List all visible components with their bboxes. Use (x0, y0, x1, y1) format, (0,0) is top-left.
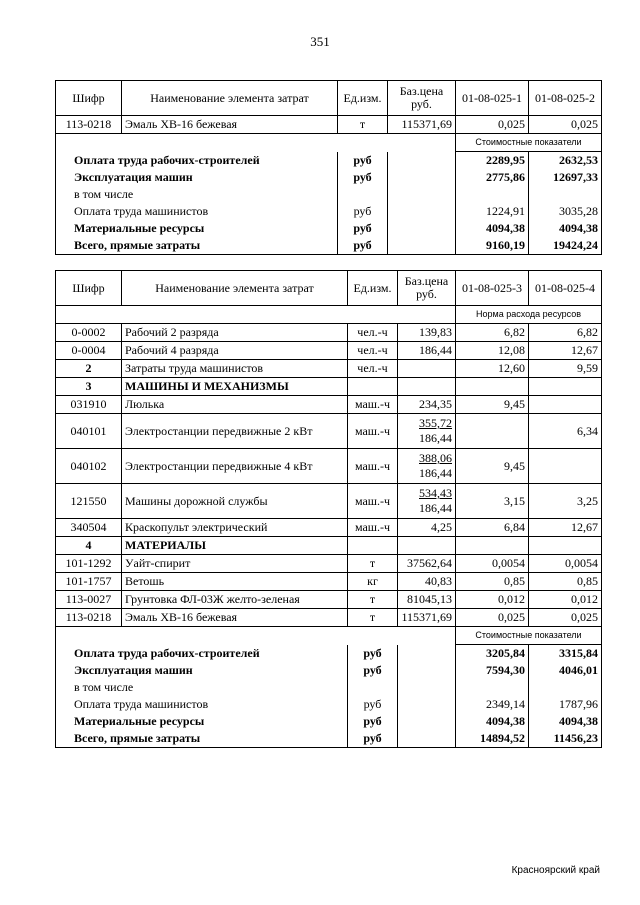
total-value-1: 2349,14 (456, 696, 529, 713)
total-row (56, 237, 602, 255)
section-label-row (56, 627, 602, 645)
total-name: Оплата труда машинистов (56, 203, 338, 220)
total-value-2 (529, 679, 602, 696)
header-col-2: 01-08-025-2 (529, 81, 602, 116)
row-price (398, 360, 456, 378)
total-name: Всего, прямые затраты (56, 730, 348, 748)
total-value-1 (456, 679, 529, 696)
total-name: в том числе (56, 679, 348, 696)
total-name: Оплата труда машинистов (56, 696, 348, 713)
row-code: 113-0218 (56, 609, 122, 627)
row-unit: чел.-ч (348, 324, 398, 342)
price-main: 355,72 (419, 416, 452, 430)
table-row (56, 414, 602, 449)
total-value-1: 2775,86 (456, 169, 529, 186)
total-value-2: 4046,01 (529, 662, 602, 679)
header-name: Наименование элемента затрат (122, 271, 348, 306)
table-row (56, 609, 602, 627)
total-name: Материальные ресурсы (56, 220, 338, 237)
total-unit: руб (348, 713, 398, 730)
total-row (56, 679, 602, 696)
row-code: 101-1292 (56, 555, 122, 573)
row-price: 40,83 (398, 573, 456, 591)
total-unit (348, 679, 398, 696)
row-unit: т (348, 609, 398, 627)
total-value-2: 4094,38 (529, 220, 602, 237)
row-price: 115371,69 (398, 609, 456, 627)
table-row (56, 342, 602, 360)
row-name: Машины дорожной службы (122, 484, 348, 519)
total-name: Оплата труда рабочих-строителей (56, 645, 348, 663)
row-value-2: 0,0054 (529, 555, 602, 573)
row-code: 040101 (56, 414, 122, 449)
total-name: Эксплуатация машин (56, 662, 348, 679)
row-price: 37562,64 (398, 555, 456, 573)
row-unit: чел.-ч (348, 360, 398, 378)
table-row (56, 116, 602, 134)
total-row (56, 696, 602, 713)
total-value-1: 2289,95 (456, 152, 529, 170)
table-header-row (56, 271, 602, 306)
total-value-2: 3035,28 (529, 203, 602, 220)
row-price (398, 484, 456, 519)
table-row (56, 573, 602, 591)
row-value-1: 6,84 (456, 519, 529, 537)
row-name: Рабочий 4 разряда (122, 342, 348, 360)
row-price: 234,35 (398, 396, 456, 414)
section-label: Стоимостные показатели (456, 627, 602, 645)
group-title: МАШИНЫ И МЕХАНИЗМЫ (122, 378, 348, 396)
row-value-2: 3,25 (529, 484, 602, 519)
row-code: 0-0004 (56, 342, 122, 360)
total-value-2 (529, 186, 602, 203)
norm-label-row (56, 306, 602, 324)
row-value-1 (456, 414, 529, 449)
row-price (398, 449, 456, 484)
row-value-1: 12,08 (456, 342, 529, 360)
row-value-2: 6,82 (529, 324, 602, 342)
total-row (56, 169, 602, 186)
header-col-1: 01-08-025-1 (456, 81, 529, 116)
total-name: в том числе (56, 186, 338, 203)
row-name: Грунтовка ФЛ-03Ж желто-зеленая (122, 591, 348, 609)
row-code: 0-0002 (56, 324, 122, 342)
row-unit: т (348, 555, 398, 573)
row-unit: маш.-ч (348, 519, 398, 537)
header-price: Баз.цена руб. (398, 271, 456, 306)
row-unit: маш.-ч (348, 414, 398, 449)
table-row (56, 555, 602, 573)
price-secondary: 186,44 (419, 501, 452, 515)
row-value-2: 0,025 (529, 609, 602, 627)
total-value-2: 12697,33 (529, 169, 602, 186)
total-value-1: 9160,19 (456, 237, 529, 255)
row-code: 2 (56, 360, 122, 378)
row-unit: т (348, 591, 398, 609)
section-label: Стоимостные показатели (456, 134, 602, 152)
row-value-1: 6,82 (456, 324, 529, 342)
header-unit: Ед.изм. (348, 271, 398, 306)
row-price: 81045,13 (398, 591, 456, 609)
row-code: 340504 (56, 519, 122, 537)
header-unit: Ед.изм. (338, 81, 388, 116)
total-unit: руб (338, 220, 388, 237)
row-value-1: 9,45 (456, 449, 529, 484)
row-name: Эмаль ХВ-16 бежевая (122, 116, 338, 134)
row-name: Затраты труда машинистов (122, 360, 348, 378)
total-row (56, 662, 602, 679)
price-secondary: 186,44 (419, 466, 452, 480)
total-name: Всего, прямые затраты (56, 237, 338, 255)
table-row (56, 324, 602, 342)
row-value-2: 12,67 (529, 519, 602, 537)
row-unit: т (338, 116, 388, 134)
row-name: Электростанции передвижные 4 кВт (122, 449, 348, 484)
row-value-1: 12,60 (456, 360, 529, 378)
row-unit: маш.-ч (348, 396, 398, 414)
row-value-1: 0,85 (456, 573, 529, 591)
group-code: 3 (56, 378, 122, 396)
price-main: 534,43 (419, 486, 452, 500)
row-code: 040102 (56, 449, 122, 484)
total-unit: руб (338, 169, 388, 186)
row-code: 121550 (56, 484, 122, 519)
total-value-2: 4094,38 (529, 713, 602, 730)
header-code: Шифр (56, 81, 122, 116)
row-code: 101-1757 (56, 573, 122, 591)
section-label-row (56, 134, 602, 152)
row-value-2: 6,34 (529, 414, 602, 449)
row-unit: маш.-ч (348, 484, 398, 519)
price-secondary: 186,44 (419, 431, 452, 445)
table-row (56, 519, 602, 537)
total-value-1: 1224,91 (456, 203, 529, 220)
total-value-1: 3205,84 (456, 645, 529, 663)
total-value-2: 19424,24 (529, 237, 602, 255)
row-price: 139,83 (398, 324, 456, 342)
total-row (56, 645, 602, 663)
row-name: Рабочий 2 разряда (122, 324, 348, 342)
row-price: 115371,69 (388, 116, 456, 134)
total-unit: руб (348, 730, 398, 748)
total-value-2: 11456,23 (529, 730, 602, 748)
row-code: 031910 (56, 396, 122, 414)
row-unit: кг (348, 573, 398, 591)
machines-header-row (56, 378, 602, 396)
row-value-1: 3,15 (456, 484, 529, 519)
total-row (56, 730, 602, 748)
table-row (56, 591, 602, 609)
material-rows (56, 555, 602, 627)
labor-rows (56, 324, 602, 360)
total-row (56, 713, 602, 730)
total-name: Материальные ресурсы (56, 713, 348, 730)
row-unit: маш.-ч (348, 449, 398, 484)
row-price (398, 414, 456, 449)
table-header-row (56, 81, 602, 116)
header-code: Шифр (56, 271, 122, 306)
total-unit: руб (348, 645, 398, 663)
totals-2 (56, 645, 602, 748)
total-name: Эксплуатация машин (56, 169, 338, 186)
row-name: Краскопульт электрический (122, 519, 348, 537)
table-row (56, 484, 602, 519)
total-unit (338, 186, 388, 203)
row-name: Электростанции передвижные 2 кВт (122, 414, 348, 449)
norm-label: Норма расхода ресурсов (456, 306, 602, 324)
total-value-1: 4094,38 (456, 220, 529, 237)
total-row (56, 220, 602, 237)
machinist-row (56, 360, 602, 378)
group-title: МАТЕРИАЛЫ (122, 537, 348, 555)
total-value-1 (456, 186, 529, 203)
row-value-1: 0,0054 (456, 555, 529, 573)
total-value-2: 2632,53 (529, 152, 602, 170)
total-row (56, 186, 602, 203)
machine-rows (56, 396, 602, 537)
row-name: Уайт-спирит (122, 555, 348, 573)
row-code: 113-0218 (56, 116, 122, 134)
row-name: Ветошь (122, 573, 348, 591)
total-value-1: 4094,38 (456, 713, 529, 730)
row-value-1: 0,025 (456, 116, 529, 134)
page-number: 351 (310, 34, 330, 49)
row-value-2: 0,012 (529, 591, 602, 609)
total-value-1: 7594,30 (456, 662, 529, 679)
row-value-1: 0,012 (456, 591, 529, 609)
resource-table-1 (55, 80, 602, 255)
total-unit: руб (348, 696, 398, 713)
total-unit: руб (348, 662, 398, 679)
header-col-4: 01-08-025-4 (529, 271, 602, 306)
row-unit: чел.-ч (348, 342, 398, 360)
header-name: Наименование элемента затрат (122, 81, 338, 116)
group-code: 4 (56, 537, 122, 555)
materials-header-row (56, 537, 602, 555)
row-price: 4,25 (398, 519, 456, 537)
table-row (56, 449, 602, 484)
row-value-2: 12,67 (529, 342, 602, 360)
total-row (56, 203, 602, 220)
total-value-2: 3315,84 (529, 645, 602, 663)
row-name: Люлька (122, 396, 348, 414)
row-value-2 (529, 449, 602, 484)
total-value-2: 1787,96 (529, 696, 602, 713)
header-price: Баз.цена руб. (388, 81, 456, 116)
total-name: Оплата труда рабочих-строителей (56, 152, 338, 170)
row-name: Эмаль ХВ-16 бежевая (122, 609, 348, 627)
region-footer: Красноярский край (511, 865, 600, 876)
row-code: 113-0027 (56, 591, 122, 609)
row-value-2 (529, 396, 602, 414)
row-value-2: 9,59 (529, 360, 602, 378)
price-main: 388,06 (419, 451, 452, 465)
resource-table-2 (55, 270, 602, 748)
row-value-1: 9,45 (456, 396, 529, 414)
row-value-2: 0,025 (529, 116, 602, 134)
total-row (56, 152, 602, 170)
total-unit: руб (338, 237, 388, 255)
total-unit: руб (338, 152, 388, 170)
table-row (56, 396, 602, 414)
row-value-1: 0,025 (456, 609, 529, 627)
header-col-3: 01-08-025-3 (456, 271, 529, 306)
total-unit: руб (338, 203, 388, 220)
totals-1 (56, 152, 602, 255)
row-price: 186,44 (398, 342, 456, 360)
row-value-2: 0,85 (529, 573, 602, 591)
total-value-1: 14894,52 (456, 730, 529, 748)
